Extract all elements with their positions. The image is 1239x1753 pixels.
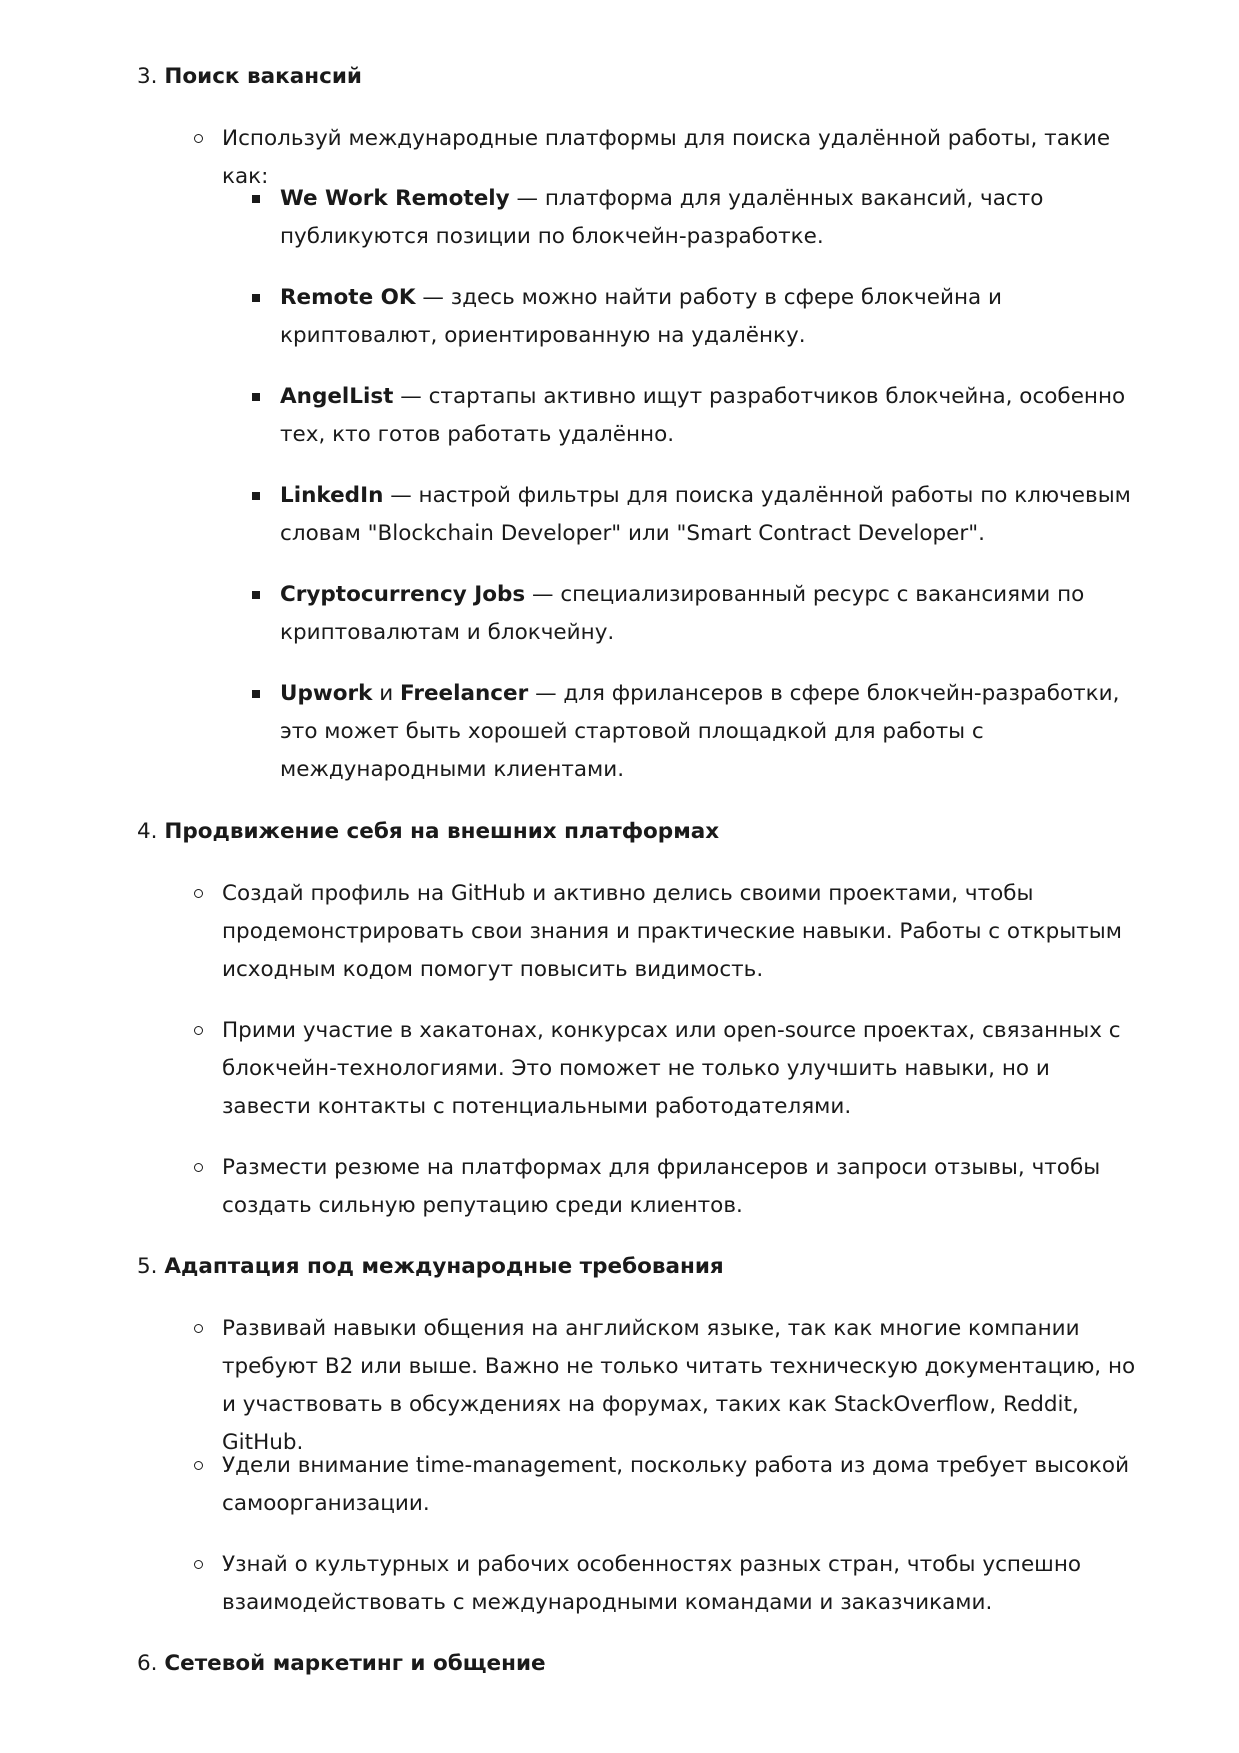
platform-name: Cryptocurrency Jobs — [280, 582, 526, 607]
section-heading-6 — [137, 1645, 1137, 1683]
list-item — [222, 1447, 1142, 1523]
platform-name: AngelList — [280, 384, 394, 409]
list-item-text: Создай профиль на GitHub и активно делись своими проектами, чтобы продемонстрировать свои знания и практические навыки. Работы с открытым исходным кодом помогут повысить видимость. — [222, 881, 1122, 982]
list-item — [222, 1546, 1142, 1622]
platform-list-item — [280, 477, 1135, 553]
list-item — [222, 1310, 1142, 1462]
platform-list-item — [280, 378, 1135, 454]
square-bullet-icon — [252, 393, 260, 401]
list-item-text: Размести резюме на платформах для фрилансеров и запроси отзывы, чтобы создать сильную репутацию среди клиентов. — [222, 1155, 1101, 1218]
platform-description: — настрой фильтры для поиска удалённой работы по ключевым словам "Blockchain Developer" или "Smart Contract Developer". — [280, 483, 1131, 546]
square-bullet-icon — [252, 294, 260, 302]
platform-name: LinkedIn — [280, 483, 384, 508]
platform-name: Upwork — [280, 681, 373, 706]
platform-description: — здесь можно найти работу в сфере блокчейна и криптовалют, ориентированную на удалёнку. — [280, 285, 1002, 348]
platform-name: Freelancer — [400, 681, 529, 706]
hollow-circle-bullet-icon — [194, 1324, 203, 1333]
list-item — [222, 1012, 1142, 1126]
square-bullet-icon — [252, 591, 260, 599]
list-item — [222, 1149, 1142, 1225]
section-heading-3 — [137, 58, 1137, 96]
hollow-circle-bullet-icon — [194, 889, 203, 898]
list-item-text: Используй международные платформы для поиска удалённой работы, такие как: — [222, 126, 1111, 189]
square-bullet-icon — [252, 195, 260, 203]
section-title: Поиск вакансий — [164, 64, 362, 89]
platform-list-item — [280, 180, 1135, 256]
list-item-text: Удели внимание time-management, поскольку работа из дома требует высокой самоорганизации. — [222, 1453, 1130, 1516]
platform-list-item — [280, 576, 1135, 652]
hollow-circle-bullet-icon — [194, 1461, 203, 1470]
platform-description: — для фрилансеров в сфере блокчейн-разработки, это может быть хорошей стартовой площадкой для работы с международными клиентами. — [280, 681, 1120, 782]
hollow-circle-bullet-icon — [194, 134, 203, 143]
platform-joiner: и — [372, 681, 401, 706]
section-number: 4. — [137, 819, 158, 844]
section-heading-4 — [137, 813, 1137, 851]
platform-description: — платформа для удалённых вакансий, часто публикуются позиции по блокчейн-разработке. — [280, 186, 1044, 249]
platform-list-item — [280, 675, 1135, 789]
hollow-circle-bullet-icon — [194, 1163, 203, 1172]
hollow-circle-bullet-icon — [194, 1026, 203, 1035]
section-number: 3. — [137, 64, 158, 89]
section-number: 5. — [137, 1254, 158, 1279]
platform-list-item — [280, 279, 1135, 355]
platform-name: We Work Remotely — [280, 186, 510, 211]
platform-name: Remote OK — [280, 285, 416, 310]
list-item-text: Развивай навыки общения на английском языке, так как многие компании требуют B2 или выше. Важно не только читать техническую документацию, но и участвовать в обсуждениях на форумах, таких как StackOverflow, Reddit, GitHub. — [222, 1316, 1136, 1455]
section-title: Продвижение себя на внешних платформах — [164, 819, 720, 844]
platform-description: — специализированный ресурс с вакансиями по криптовалютам и блокчейну. — [280, 582, 1085, 645]
section-title: Сетевой маркетинг и общение — [164, 1651, 546, 1676]
hollow-circle-bullet-icon — [194, 1560, 203, 1569]
square-bullet-icon — [252, 492, 260, 500]
platform-description: — стартапы активно ищут разработчиков блокчейна, особенно тех, кто готов работать удалённо. — [280, 384, 1126, 447]
section-title: Адаптация под международные требования — [164, 1254, 724, 1279]
list-item — [222, 875, 1142, 989]
section-heading-5 — [137, 1248, 1137, 1286]
list-item-text: Узнай о культурных и рабочих особенностях разных стран, чтобы успешно взаимодействовать с международными командами и заказчиками. — [222, 1552, 1082, 1615]
list-item-text: Прими участие в хакатонах, конкурсах или open-source проектах, связанных с блокчейн-технологиями. Это поможет не только улучшить навыки, но и завести контакты с потенциальными работодателями. — [222, 1018, 1121, 1119]
section-number: 6. — [137, 1651, 158, 1676]
square-bullet-icon — [252, 690, 260, 698]
